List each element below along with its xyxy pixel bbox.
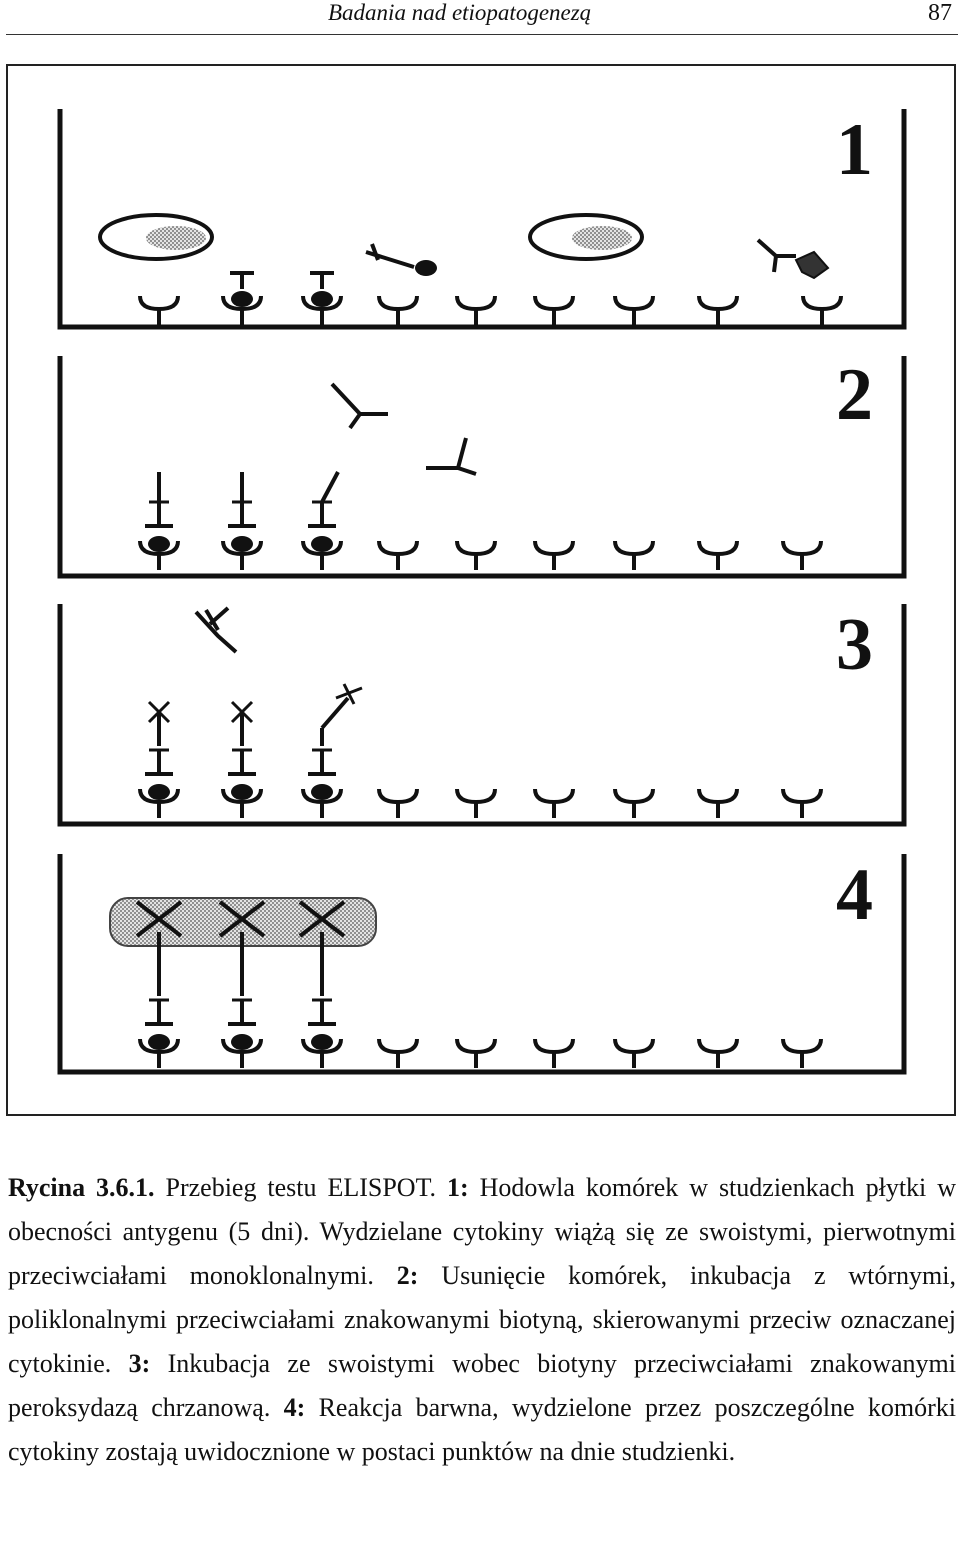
panel-label-3: 3 [836,604,873,686]
page-number: 87 [928,0,952,26]
step-2-text: Usunięcie komórek, inkubacja z wtórnymi, poliklonalnymi przeciwciałami znakowanymi biotyną, skierowanymi przeciw oznaczanej cytokinie. [8,1261,956,1378]
step-2-label: 2: [396,1261,419,1290]
running-head-title: Badania nad etiopatogenezą [328,0,592,25]
step-4-text: Reakcja barwna, wydzielone przez poszczególne komórki cytokiny zostają uwidocznione w postaci punktów na dnie studzienki. [8,1393,957,1466]
panel-1 [60,109,904,327]
elispot-diagram [6,64,956,1116]
panel-3 [60,604,904,824]
figure-caption [8,1166,956,1474]
step-1-label: 1: [446,1173,469,1202]
step-3-label: 3: [128,1349,151,1378]
panel-label-2: 2 [836,354,873,436]
panel-label-4: 4 [836,854,873,936]
panel-label-1: 1 [836,109,873,191]
caption-label: Rycina 3.6.1. [8,1173,155,1202]
panel-4 [60,854,904,1072]
panel-2 [60,354,904,576]
header-rule [6,34,958,35]
page-header [0,0,960,36]
caption-intro: Przebieg testu ELISPOT. [154,1173,447,1202]
step-1-text: Hodowla komórek w studzienkach płytki w obecności antygenu (5 dni). Wydzielane cytokiny wiążą się ze swoistymi, pierwotnymi przeciwciałami monoklonalnymi. [8,1173,957,1290]
step-3-text: Inkubacja ze swoistymi wobec biotyny przeciwciałami znakowanymi peroksydazą chrzanową. [8,1349,956,1422]
step-4-label: 4: [283,1393,306,1422]
